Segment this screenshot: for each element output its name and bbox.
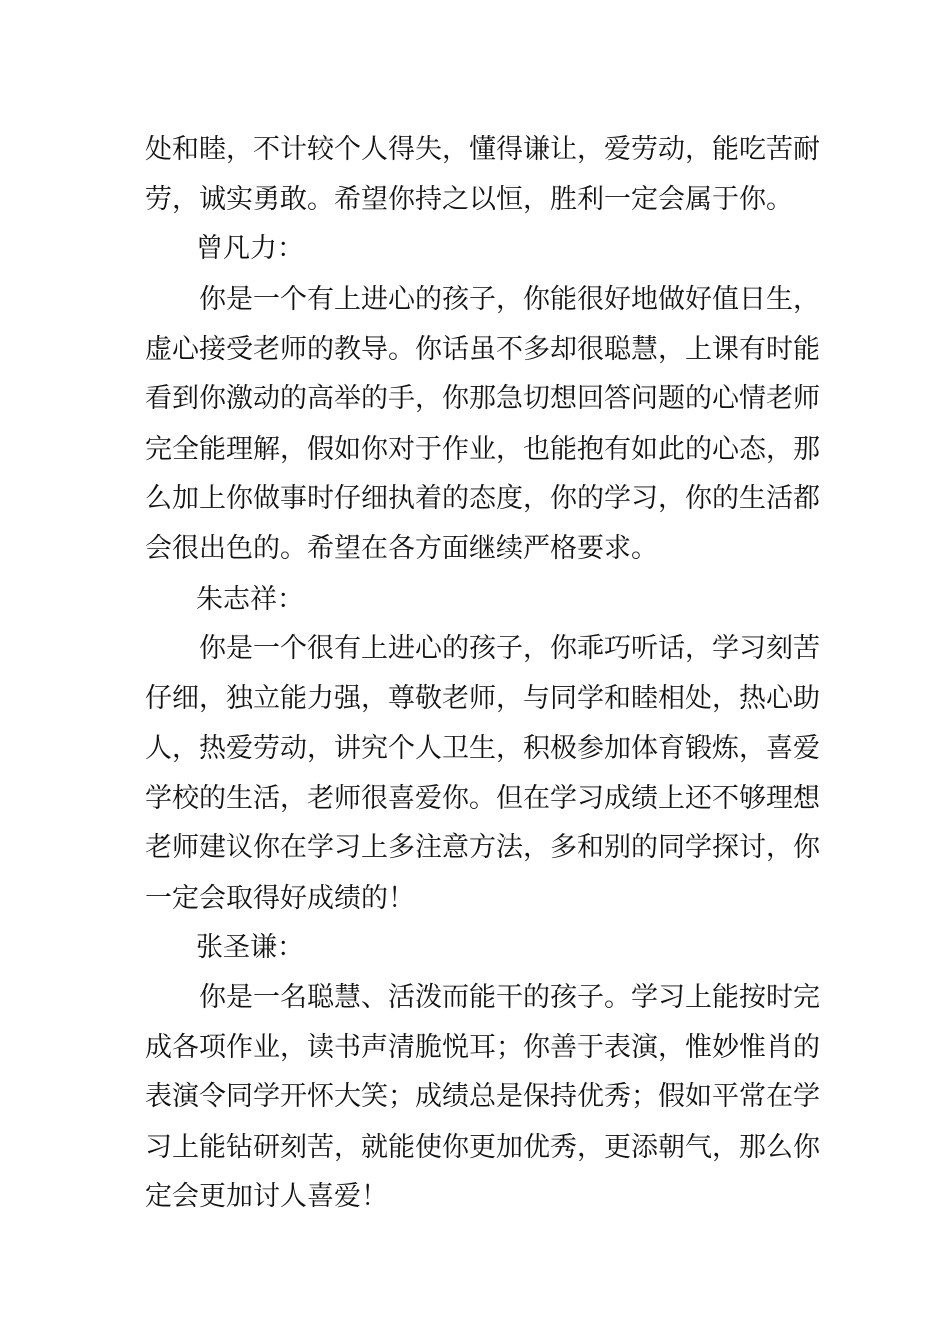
text-line: 一定会取得好成绩的！	[145, 883, 415, 914]
text-line: 成各项作业，读书声清脆悦耳；你善于表演，惟妙惟肖的	[145, 1032, 820, 1063]
text-line: 完全能理解，假如你对于作业，也能抱有如此的心态，那	[145, 434, 820, 465]
text-line: 学校的生活，老师很喜爱你。但在学习成绩上还不够理想	[145, 783, 820, 814]
text-line: 么加上你做事时仔细执着的态度，你的学习，你的生活都	[145, 483, 820, 514]
student-name: 朱志祥：	[196, 584, 304, 615]
text-line: 处和睦，不计较个人得失，懂得谦让，爱劳动，能吃苦耐	[145, 134, 820, 165]
text-line: 虚心接受老师的教导。你话虽不多却很聪慧，上课有时能	[145, 334, 820, 365]
text-line: 定会更加讨人喜爱！	[145, 1181, 388, 1212]
student-name: 张圣谦：	[196, 932, 304, 963]
text-line: 劳，诚实勇敢。希望你持之以恒，胜利一定会属于你。	[145, 184, 793, 215]
text-line: 你是一个有上进心的孩子，你能很好地做好值日生，	[199, 284, 820, 315]
student-name: 曾凡力：	[196, 233, 304, 264]
text-line: 你是一名聪慧、活泼而能干的孩子。学习上能按时完	[199, 982, 820, 1013]
text-line: 你是一个很有上进心的孩子，你乖巧听话，学习刻苦	[199, 633, 820, 664]
text-line: 表演令同学开怀大笑；成绩总是保持优秀；假如平常在学	[145, 1081, 820, 1112]
text-line: 老师建议你在学习上多注意方法，多和别的同学探讨，你	[145, 832, 820, 863]
text-line: 仔细，独立能力强，尊敬老师，与同学和睦相处，热心助	[145, 683, 820, 714]
text-line: 会很出色的。希望在各方面继续严格要求。	[145, 533, 658, 564]
text-line: 看到你激动的高举的手，你那急切想回答问题的心情老师	[145, 383, 820, 414]
text-line: 人，热爱劳动，讲究个人卫生，积极参加体育锻炼，喜爱	[145, 733, 820, 764]
text-line: 习上能钻研刻苦，就能使你更加优秀，更添朝气，那么你	[145, 1132, 820, 1163]
